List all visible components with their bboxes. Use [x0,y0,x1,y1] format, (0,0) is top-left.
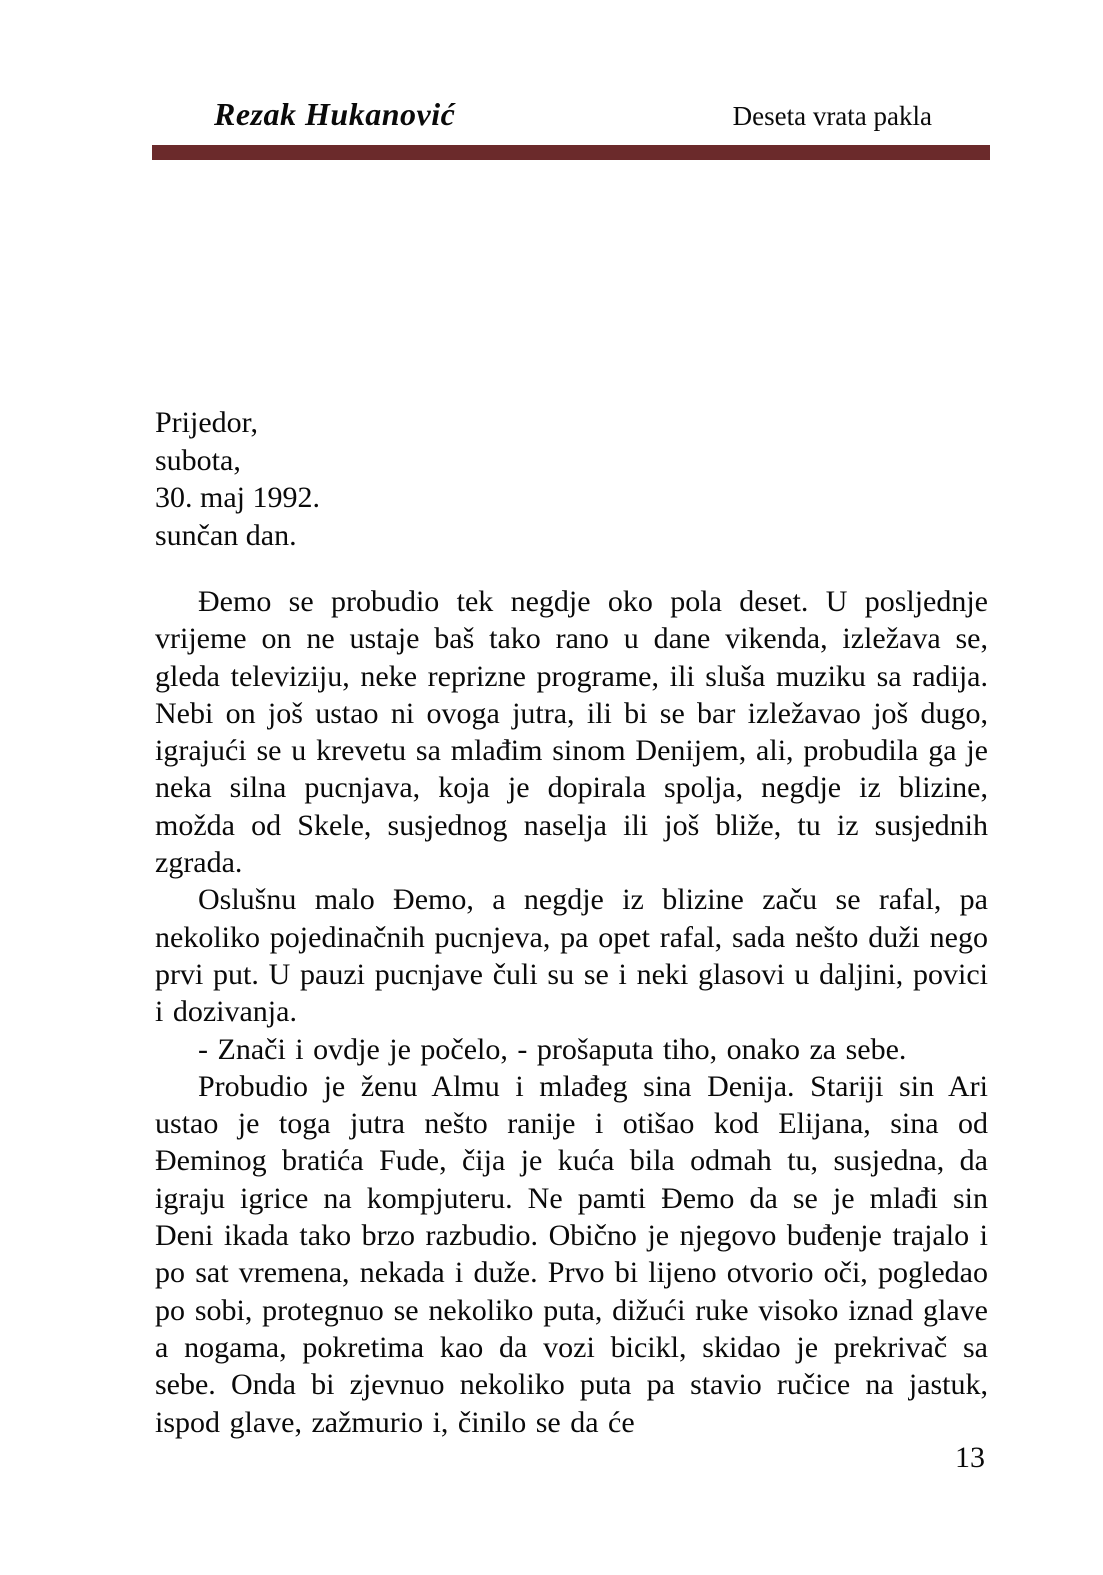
dateline-place: Prijedor, [155,406,258,439]
dateline-block [155,404,320,554]
dateline-day: subota, [155,443,241,477]
page-header [152,96,990,133]
book-title: Deseta vrata pakla [732,101,932,131]
dateline-date: 30. maj 1992. [155,481,320,514]
paragraph: Oslušnu malo Đemo, a negdje iz blizine začu se rafal, pa nekoliko pojedinačnih pucnjeva, pa opet rafal, sada nešto duži nego prvi put. U pauzi pucnjave čuli su se i neki glasovi u daljini, povici i dozivanja. [155,883,988,1029]
dateline-weather: sunčan dan. [155,518,297,552]
author-name: Rezak Hukanović [214,96,456,132]
paragraph: Đemo se probudio tek negdje oko pola deset. U posljednje vrijeme on ne ustaje baš tako rano u dane vikenda, izležava se, gleda televiziju, neke reprizne programe, ili sluša muziku sa radija. Nebi on još ustao ni ovoga jutra, ili bi se bar izležavao još dugo, igrajući se u krevetu sa mlađim sinom Denijem, ali, probudila ga je neka silna pucnjava, koja je dopirala spolja, negdje iz blizine, možda od Skele, susjednog naselja ili još bliže, tu iz susjednih zgrada. [155,585,988,880]
paragraph-dialogue: - Znači i ovdje je počelo, - prošaputa tiho, onako za sebe. [198,1032,907,1066]
page-number: 13 [955,1441,985,1474]
header-rule [152,145,990,160]
paragraph: Probudio je ženu Almu i mlađeg sina Denija. Stariji sin Ari ustao je toga jutra nešto ranije i otišao kod Elijana, sina od Đeminog bratića Fude, čija je kuća bila odmah tu, susjedna, da igraju igrice na kompjuteru. Ne pamti Đemo da se je mlađi sin Deni ikada tako brzo razbudio. Obično je njegovo buđenje trajalo i po sat vremena, nekada i duže. Prvo bi lijeno otvorio oči, pogledao po sobi, protegnuo se nekoliko puta, dižući ruke visoko iznad glave a nogama, pokretima kao da vozi bicikl, skidao je prekrivač sa sebe. Onda bi zjevnuo nekoliko puta pa stavio ručice na jastuk, ispod glave, zažmurio i, činilo se da će [155,1069,988,1439]
body-text [155,583,988,1441]
